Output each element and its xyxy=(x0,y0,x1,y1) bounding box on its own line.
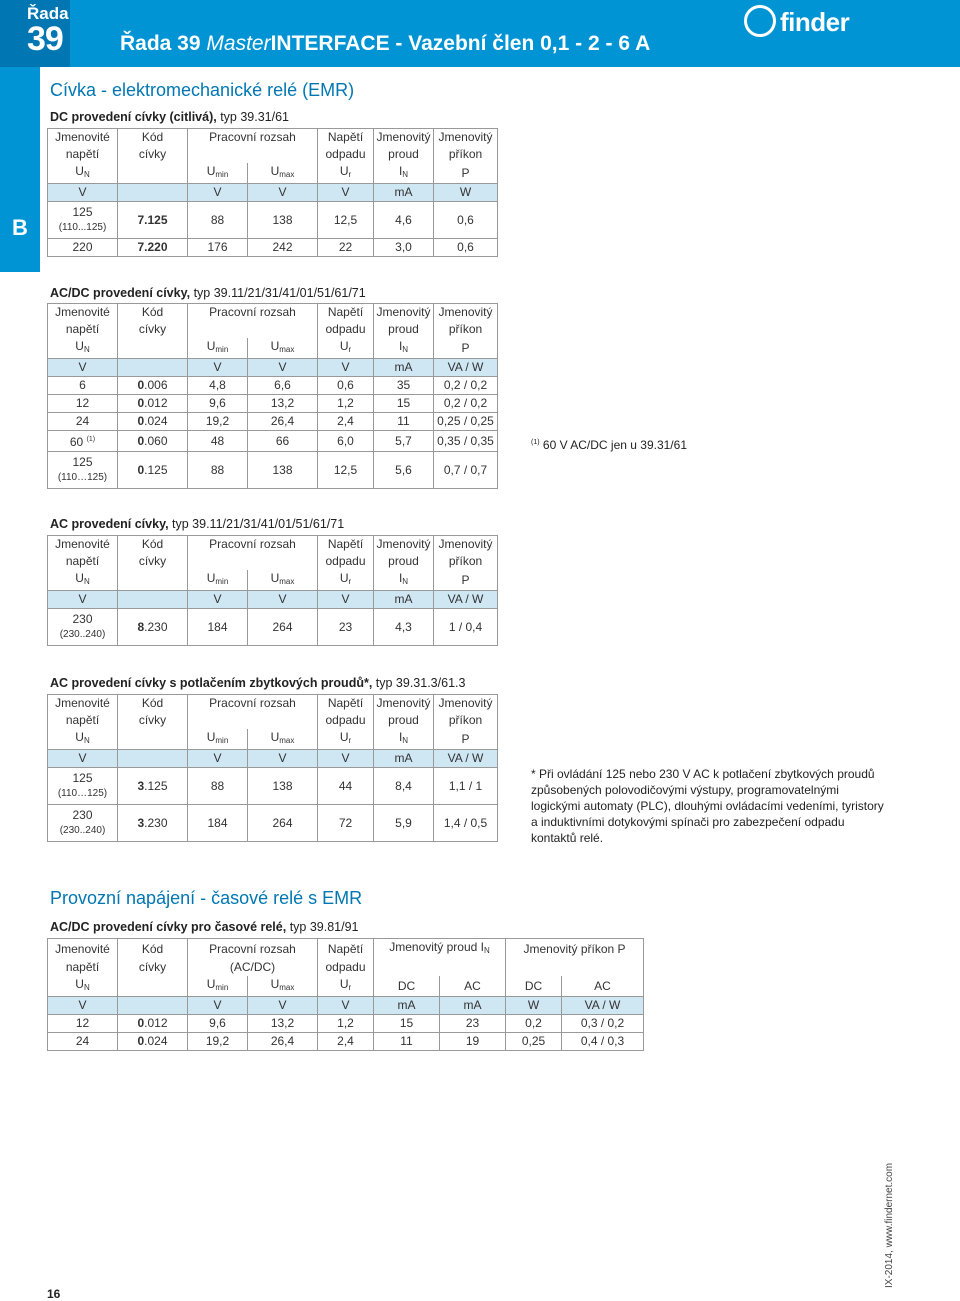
unit-v: V xyxy=(318,359,374,377)
hdr-nominal-voltage-2: napětí xyxy=(48,553,118,570)
hdr-nominal-voltage-2: napětí xyxy=(48,146,118,163)
hdr-power-2: příkon xyxy=(434,712,498,729)
sym-p: P xyxy=(434,163,498,184)
suppression-note: * Při ovládání 125 nebo 230 V AC k potlačení zbytkových proudů způsobených polovodičovými výstupy, programovatelnými logickými automaty (PLC), dlouhými ovládacími vedeními, tyristory a induktivními dotykovými spínači pro zabezpečení odpadu kontaktů relé. xyxy=(531,767,884,845)
logo-ring-icon xyxy=(744,5,776,37)
unit-v: V xyxy=(48,997,118,1015)
sym-ur: $U_r$ xyxy=(318,976,374,997)
sym-in: $I_N$ xyxy=(374,338,434,359)
table-row: 24 0.024 19,2 26,4 2,4 11 0,25 / 0,25 xyxy=(48,413,498,431)
hdr-dropout-2: odpadu xyxy=(318,146,374,163)
hdr-dropout: Napětí xyxy=(318,304,374,322)
hdr-code-2: cívky xyxy=(118,146,188,163)
sym-p: P xyxy=(434,338,498,359)
sym-dc: DC xyxy=(506,976,562,997)
unit-ma: mA xyxy=(440,997,506,1015)
hdr-range-2: (AC/DC) xyxy=(188,959,318,976)
hdr-code-2: cívky xyxy=(118,959,188,976)
unit-v: V xyxy=(248,359,318,377)
hdr-power-2: příkon xyxy=(434,321,498,338)
sidebar-letter: B xyxy=(12,215,28,240)
sym-p: P xyxy=(434,729,498,750)
table-row: 125 (110…125) 3.125 88 138 44 8,4 1,1 / 1 xyxy=(48,768,498,805)
table-row: 60 $^{(1)}$ 0.060 48 66 6,0 5,7 0,35 / 0,35 xyxy=(48,431,498,452)
unit-w: W xyxy=(434,184,498,202)
sym-p: P xyxy=(434,570,498,591)
table-dc-title: DC provedení cívky (citlivá), typ 39.31/61 xyxy=(50,110,290,124)
hdr-code: Kód xyxy=(118,129,188,147)
series-word: Řada xyxy=(27,4,69,23)
hdr-nominal-voltage-2: napětí xyxy=(48,321,118,338)
hdr-dropout-2: odpadu xyxy=(318,712,374,729)
hdr-range: Pracovní rozsah xyxy=(188,939,318,960)
sym-in: $I_N$ xyxy=(374,729,434,750)
unit-v: V xyxy=(248,997,318,1015)
hdr-range: Pracovní rozsah xyxy=(188,695,318,713)
sym-ac: AC xyxy=(562,976,644,997)
unit-v: V xyxy=(248,591,318,609)
table-row: 125 (110…125) 0.125 88 138 12,5 5,6 0,7 / 0,7 xyxy=(48,452,498,489)
hdr-current-2: proud xyxy=(374,146,434,163)
title-prefix: Řada 39 xyxy=(120,32,207,55)
sym-un: $U_N$ xyxy=(48,570,118,591)
unit-v: V xyxy=(318,184,374,202)
table-row: 230 (230..240) 8.230 184 264 23 4,3 1 / 0,4 xyxy=(48,609,498,646)
table-ac-title: AC provedení cívky, typ 39.11/21/31/41/01/51/61/71 xyxy=(50,517,345,531)
table-timer xyxy=(47,938,644,1051)
table-ac-supp-title: AC provedení cívky s potlačením zbytkových proudů*, typ 39.31.3/61.3 xyxy=(50,676,466,690)
unit-ma: mA xyxy=(374,591,434,609)
hdr-power: Jmenovitý xyxy=(434,695,498,713)
unit-ma: mA xyxy=(374,997,440,1015)
sym-ac: AC xyxy=(440,976,506,997)
table-row: 24 0.024 19,2 26,4 2,4 11 19 0,25 0,4 / 0,3 xyxy=(48,1033,644,1051)
hdr-current: Jmenovitý proud $I_N$ xyxy=(374,939,506,960)
section-title-timer: Provozní napájení - časové relé s EMR xyxy=(50,888,363,908)
series-tab xyxy=(0,0,70,67)
title-italic: Master xyxy=(206,32,271,55)
table-row: 220 7.220 176 242 22 3,0 0,6 xyxy=(48,239,498,257)
unit-v: V xyxy=(188,997,248,1015)
hdr-current: Jmenovitý xyxy=(374,695,434,713)
hdr-current: Jmenovitý xyxy=(374,536,434,554)
unit-ma: mA xyxy=(374,184,434,202)
hdr-range: Pracovní rozsah xyxy=(188,129,318,147)
unit-vaw: VA / W xyxy=(434,750,498,768)
sym-umax: $U_{max}$ xyxy=(248,163,318,184)
page-number: 16 xyxy=(47,1287,61,1301)
table-ac xyxy=(47,535,498,646)
sym-un: $U_N$ xyxy=(48,976,118,997)
sym-ur: $U_r$ xyxy=(318,163,374,184)
hdr-dropout: Napětí xyxy=(318,939,374,960)
sym-umax: $U_{max}$ xyxy=(248,570,318,591)
table-row: 12 0.012 9,6 13,2 1,2 15 23 0,2 0,3 / 0,2 xyxy=(48,1015,644,1033)
hdr-dropout-2: odpadu xyxy=(318,959,374,976)
hdr-current-2: proud xyxy=(374,321,434,338)
table-ac-supp xyxy=(47,694,498,842)
table-acdc xyxy=(47,303,498,489)
sym-ur: $U_r$ xyxy=(318,338,374,359)
sym-un: $U_N$ xyxy=(48,163,118,184)
unit-ma: mA xyxy=(374,359,434,377)
logo-text: finder xyxy=(780,7,850,37)
unit-v: V xyxy=(188,184,248,202)
hdr-code: Kód xyxy=(118,304,188,322)
hdr-power: Jmenovitý příkon P xyxy=(506,939,644,960)
sym-umin: $U_{min}$ xyxy=(188,729,248,750)
table-row: 6 0.006 4,8 6,6 0,6 35 0,2 / 0,2 xyxy=(48,377,498,395)
sym-umin: $U_{min}$ xyxy=(188,338,248,359)
title-rest: INTERFACE - Vazební člen 0,1 - 2 - 6 A xyxy=(270,32,651,55)
hdr-dropout-2: odpadu xyxy=(318,321,374,338)
hdr-nominal-voltage-2: napětí xyxy=(48,712,118,729)
unit-v: V xyxy=(48,184,118,202)
unit-v: V xyxy=(188,591,248,609)
acdc-footnote: $^{(1)}$ 60 V AC/DC jen u 39.31/61 xyxy=(531,438,687,452)
hdr-code: Kód xyxy=(118,939,188,960)
hdr-code-2: cívky xyxy=(118,321,188,338)
hdr-power-2: příkon xyxy=(434,146,498,163)
table-row: 230 (230..240) 3.230 184 264 72 5,9 1,4 / 0,5 xyxy=(48,805,498,842)
hdr-power: Jmenovitý xyxy=(434,304,498,322)
sym-dc: DC xyxy=(374,976,440,997)
table-row: 12 0.012 9,6 13,2 1,2 15 0,2 / 0,2 xyxy=(48,395,498,413)
table-row: 125 (110...125) 7.125 88 138 12,5 4,6 0,6 xyxy=(48,202,498,239)
hdr-range: Pracovní rozsah xyxy=(188,536,318,554)
hdr-dropout: Napětí xyxy=(318,129,374,147)
hdr-code: Kód xyxy=(118,536,188,554)
unit-v: V xyxy=(188,750,248,768)
hdr-power: Jmenovitý xyxy=(434,129,498,147)
sym-umax: $U_{max}$ xyxy=(248,976,318,997)
hdr-power: Jmenovitý xyxy=(434,536,498,554)
sym-umax: $U_{max}$ xyxy=(248,729,318,750)
hdr-nominal-voltage: Jmenovité xyxy=(48,536,118,554)
sym-umin: $U_{min}$ xyxy=(188,570,248,591)
unit-w: W xyxy=(506,997,562,1015)
sym-umin: $U_{min}$ xyxy=(188,976,248,997)
hdr-nominal-voltage: Jmenovité xyxy=(48,129,118,147)
table-dc xyxy=(47,128,498,257)
hdr-range: Pracovní rozsah xyxy=(188,304,318,322)
table-acdc-title: AC/DC provedení cívky, typ 39.11/21/31/41/01/51/61/71 xyxy=(50,286,366,300)
sym-ur: $U_r$ xyxy=(318,729,374,750)
hdr-current-2: proud xyxy=(374,553,434,570)
table-timer-title: AC/DC provedení cívky pro časové relé, typ 39.81/91 xyxy=(50,920,359,934)
hdr-dropout-2: odpadu xyxy=(318,553,374,570)
unit-v: V xyxy=(318,750,374,768)
hdr-current-2: proud xyxy=(374,712,434,729)
hdr-nominal-voltage: Jmenovité xyxy=(48,939,118,960)
hdr-code-2: cívky xyxy=(118,553,188,570)
edition-note: IX-2014, www.findernet.com xyxy=(884,1162,895,1288)
sym-umax: $U_{max}$ xyxy=(248,338,318,359)
sym-in: $I_N$ xyxy=(374,163,434,184)
series-number: 39 xyxy=(27,20,63,58)
page-title xyxy=(120,32,650,56)
unit-v: V xyxy=(318,997,374,1015)
hdr-current: Jmenovitý xyxy=(374,129,434,147)
unit-v: V xyxy=(248,750,318,768)
section-sidebar xyxy=(0,67,40,272)
hdr-nominal-voltage: Jmenovité xyxy=(48,304,118,322)
sym-in: $I_N$ xyxy=(374,570,434,591)
hdr-code-2: cívky xyxy=(118,712,188,729)
hdr-nominal-voltage-2: napětí xyxy=(48,959,118,976)
sym-un: $U_N$ xyxy=(48,729,118,750)
unit-v: V xyxy=(48,591,118,609)
hdr-power-2: příkon xyxy=(434,553,498,570)
unit-v: V xyxy=(248,184,318,202)
hdr-dropout: Napětí xyxy=(318,536,374,554)
hdr-current: Jmenovitý xyxy=(374,304,434,322)
unit-vaw: VA / W xyxy=(434,591,498,609)
section-title-emr: Cívka - elektromechanické relé (EMR) xyxy=(50,80,355,100)
sym-umin: $U_{min}$ xyxy=(188,163,248,184)
hdr-dropout: Napětí xyxy=(318,695,374,713)
hdr-code: Kód xyxy=(118,695,188,713)
hdr-nominal-voltage: Jmenovité xyxy=(48,695,118,713)
unit-vaw: VA / W xyxy=(562,997,644,1015)
page-header xyxy=(0,0,960,67)
sym-ur: $U_r$ xyxy=(318,570,374,591)
unit-v: V xyxy=(318,591,374,609)
unit-vaw: VA / W xyxy=(434,359,498,377)
unit-v: V xyxy=(48,359,118,377)
unit-v: V xyxy=(188,359,248,377)
unit-v: V xyxy=(48,750,118,768)
unit-ma: mA xyxy=(374,750,434,768)
sym-un: $U_N$ xyxy=(48,338,118,359)
